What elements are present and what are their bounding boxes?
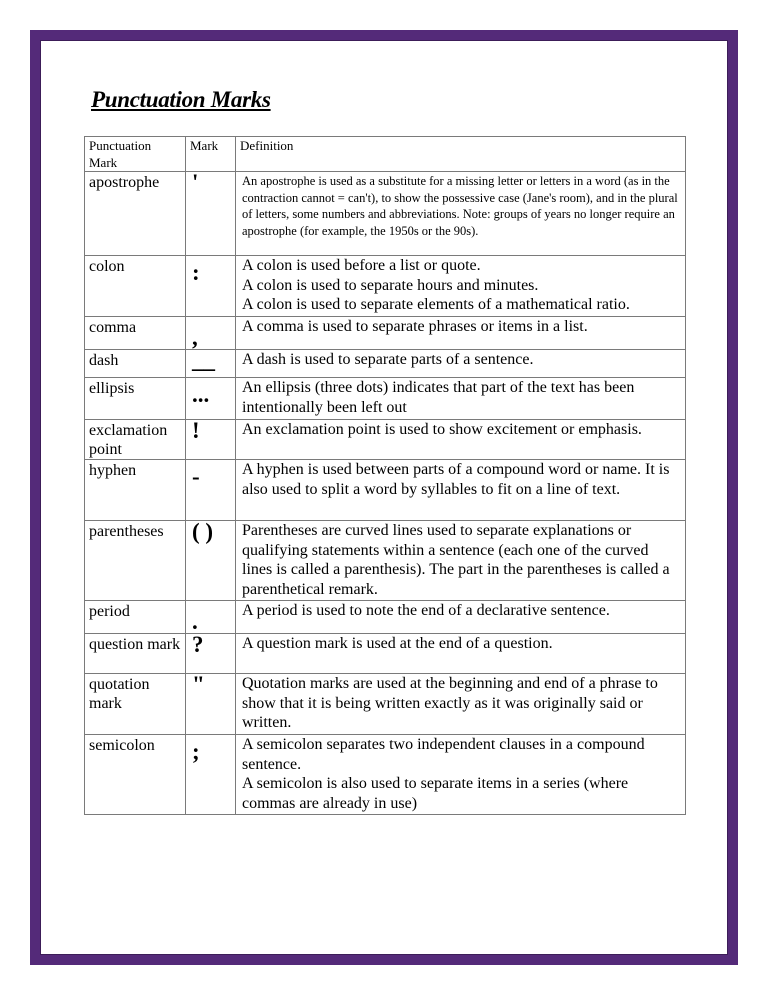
row-mark: __: [186, 350, 236, 378]
table-row: [85, 674, 686, 735]
definition-line: An exclamation point is used to show excitement or emphasis.: [242, 421, 642, 438]
row-name: ellipsis: [85, 378, 186, 420]
definition-line: A question mark is used at the end of a question.: [242, 635, 553, 652]
row-mark: :: [186, 256, 236, 317]
row-definition: [236, 634, 686, 674]
row-definition: [236, 256, 686, 317]
row-definition: [236, 460, 686, 521]
table-row: [85, 460, 686, 521]
table-row: [85, 634, 686, 674]
table-row: [85, 420, 686, 460]
row-name: comma: [85, 317, 186, 350]
row-mark: -: [186, 460, 236, 521]
row-mark: ?: [186, 634, 236, 674]
definition-line: A comma is used to separate phrases or items in a list.: [242, 318, 588, 335]
table-row: [85, 350, 686, 378]
row-mark: ": [186, 674, 236, 735]
row-definition: [236, 601, 686, 634]
header-punctuation-mark: Punctuation Mark: [85, 137, 186, 172]
table-row: [85, 521, 686, 601]
definition-line: A colon is used to separate elements of a mathematical ratio.: [242, 296, 630, 313]
row-mark: ( ): [186, 521, 236, 601]
definition-line: Quotation marks are used at the beginning and end of a phrase to show that it is being written exactly as it was originally said or written.: [242, 675, 658, 731]
definition-line: A hyphen is used between parts of a compound word or name. It is also used to split a word by syllables to fit on a line of text.: [242, 461, 670, 498]
table-row: [85, 601, 686, 634]
table-row: [85, 256, 686, 317]
row-name: dash: [85, 350, 186, 378]
row-definition: [236, 378, 686, 420]
definition-line: A period is used to note the end of a declarative sentence.: [242, 602, 610, 619]
definition-line: An apostrophe is used as a substitute for a missing letter or letters in a word (as in the contraction cannot = can't), to show the possessive case (Jane's room), and in the plural of letters, some numbers and abbreviations. Note: groups of years no longer require an apostrophe (for example, the 1950s or the 90s).: [242, 174, 678, 238]
header-definition: Definition: [236, 137, 686, 172]
row-name: semicolon: [85, 735, 186, 815]
row-name: parentheses: [85, 521, 186, 601]
row-name: exclamation point: [85, 420, 186, 460]
row-name: question mark: [85, 634, 186, 674]
row-mark: ,: [186, 317, 236, 350]
definition-line: A dash is used to separate parts of a sentence.: [242, 351, 534, 368]
row-definition: [236, 674, 686, 735]
table-row: [85, 735, 686, 815]
row-mark: .: [186, 601, 236, 634]
table-row: [85, 317, 686, 350]
row-definition: [236, 735, 686, 815]
definition-line: A semicolon separates two independent clauses in a compound sentence.: [242, 736, 645, 773]
row-mark: ...: [186, 378, 236, 420]
row-name: colon: [85, 256, 186, 317]
definition-line: A semicolon is also used to separate items in a series (where commas are already in use): [242, 775, 629, 812]
row-name: quotation mark: [85, 674, 186, 735]
row-definition: [236, 350, 686, 378]
definition-line: Parentheses are curved lines used to separate explanations or qualifying statements within a sentence (each one of the curved lines is called a parenthesis). The part in the parentheses is called a parenthetical remark.: [242, 522, 670, 598]
page-title: Punctuation Marks: [91, 87, 271, 112]
header-mark: Mark: [186, 137, 236, 172]
table-row: [85, 378, 686, 420]
row-name: apostrophe: [85, 172, 186, 256]
row-name: hyphen: [85, 460, 186, 521]
row-mark: ': [186, 172, 236, 256]
row-definition: [236, 172, 686, 256]
table-header-row: [85, 137, 686, 172]
definition-line: A colon is used before a list or quote.: [242, 257, 481, 274]
row-definition: [236, 521, 686, 601]
definition-line: A colon is used to separate hours and minutes.: [242, 276, 539, 294]
row-mark: ;: [186, 735, 236, 815]
table-row: [85, 172, 686, 256]
row-definition: [236, 317, 686, 350]
row-name: period: [85, 601, 186, 634]
definition-line: An ellipsis (three dots) indicates that part of the text has been intentionally been left out: [242, 379, 635, 416]
row-mark: !: [186, 420, 236, 460]
punctuation-table: [84, 136, 686, 815]
row-definition: [236, 420, 686, 460]
